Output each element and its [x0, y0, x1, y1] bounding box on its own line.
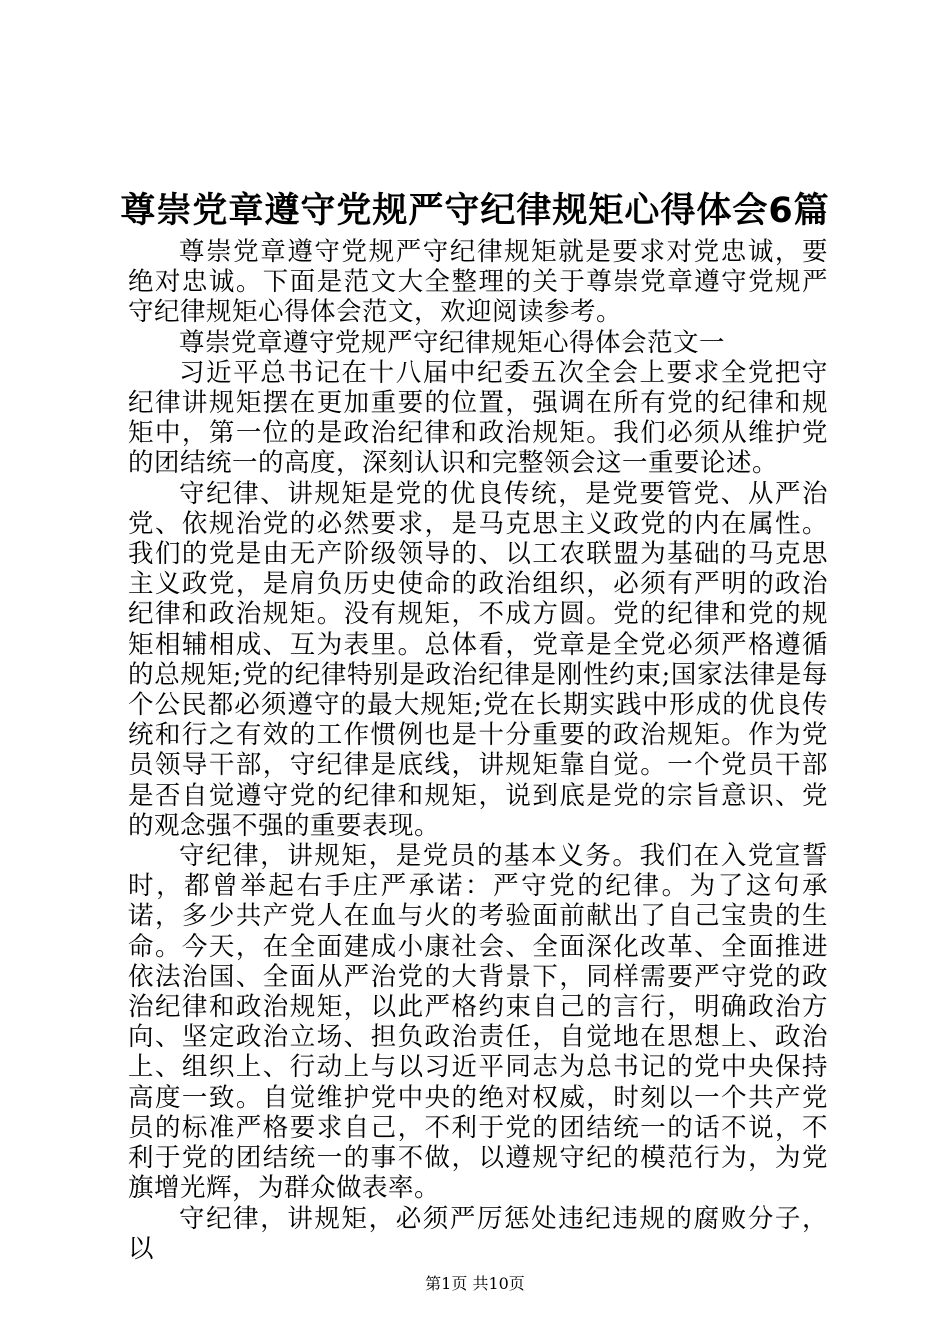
- paragraph-section-heading: 尊崇党章遵守党规严守纪律规矩心得体会范文一: [179, 327, 726, 358]
- document-body: [128, 237, 828, 1264]
- page-number-footer: 第1页 共10页: [425, 1274, 525, 1293]
- paragraph: 守纪律，讲规矩，是党员的基本义务。我们在入党宣誓时，都曾举起右手庄严承诺：严守党的纪律。为了这句承诺，多少共产党人在血与火的考验面前献出了自己宝贵的生命。今天，在全面建成小康社会、全面深化改革、全面推进依法治国、全面从严治党的大背景下，同样需要严守党的政治纪律和政治规矩，以此严格约束自己的言行，明确政治方向、坚定政治立场、担负政治责任，自觉地在思想上、政治上、组织上、行动上与以习近平同志为总书记的党中央保持高度一致。自觉维护党中央的绝对权威，时刻以一个共产党员的标准严格要求自己，不利于党的团结统一的话不说，不利于党的团结统一的事不做，以遵规守纪的模范行为，为党旗增光辉，为群众做表率。: [128, 841, 828, 1204]
- paragraph: 守纪律，讲规矩，必须严厉惩处违纪违规的腐败分子，以: [128, 1203, 828, 1264]
- paragraph: 习近平总书记在十八届中纪委五次全会上要求全党把守纪律讲规矩摆在更加重要的位置，强调在所有党的纪律和规矩中，第一位的是政治纪律和政治规矩。我们必须从维护党的团结统一的高度，深刻认识和完整领会这一重要论述。: [128, 357, 828, 479]
- paragraph: 守纪律、讲规矩是党的优良传统，是党要管党、从严治党、依规治党的必然要求，是马克思主义政党的内在属性。我们的党是由无产阶级领导的、以工农联盟为基础的马克思主义政党，是肩负历史使命的政治组织，必须有严明的政治纪律和政治规矩。没有规矩，不成方圆。党的纪律和党的规矩相辅相成、互为表里。总体看，党章是全党必须严格遵循的总规矩;党的纪律特别是政治纪律是刚性约束;国家法律是每个公民都必须遵守的最大规矩;党在长期实践中形成的优良传统和行之有效的工作惯例也是十分重要的政治规矩。作为党员领导干部，守纪律是底线，讲规矩靠自觉。一个党员干部是否自觉遵守党的纪律和规矩，说到底是党的宗旨意识、党的观念强不强的重要表现。: [128, 478, 828, 841]
- paragraph-intro: 尊崇党章遵守党规严守纪律规矩就是要求对党忠诚，要绝对忠诚。下面是范文大全整理的关于尊崇党章遵守党规严守纪律规矩心得体会范文，欢迎阅读参考。: [128, 237, 828, 328]
- document-title: 尊崇党章遵守党规严守纪律规矩心得体会6篇: [120, 191, 830, 231]
